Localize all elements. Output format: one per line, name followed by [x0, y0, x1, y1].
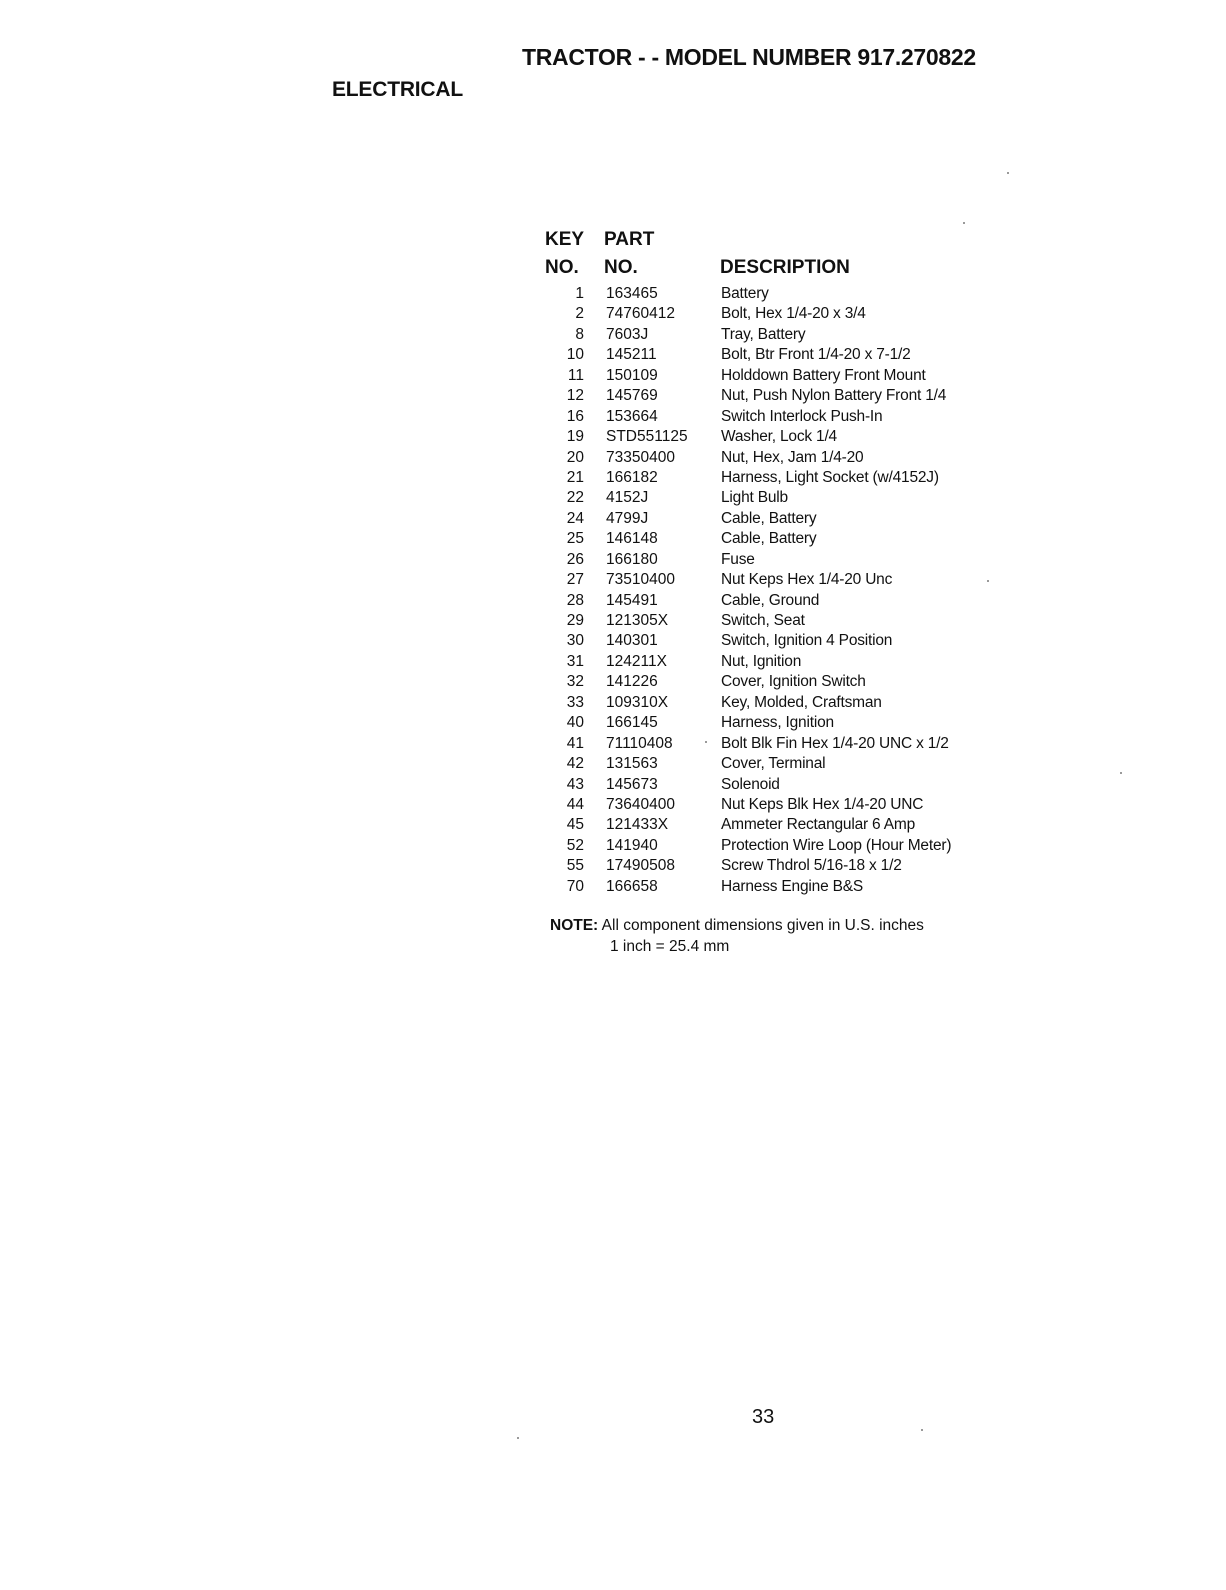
key-number: 25: [566, 530, 584, 548]
key-number: 44: [566, 795, 584, 813]
part-description: Battery: [721, 285, 769, 302]
key-number: 41: [566, 734, 584, 752]
part-number: 166180: [606, 550, 658, 568]
part-description: Holddown Battery Front Mount: [721, 366, 926, 384]
part-number: 153664: [606, 407, 658, 425]
parts-row: [540, 877, 1020, 897]
part-number: 166658: [606, 877, 658, 895]
key-number: 70: [566, 877, 584, 895]
part-description: Light Bulb: [721, 489, 788, 507]
parts-row: [540, 325, 1020, 345]
key-column-header-line1: KEY: [545, 229, 585, 250]
part-description: Protection Wire Loop (Hour Meter): [721, 836, 952, 854]
section-heading: ELECTRICAL: [332, 78, 463, 101]
scan-speck: [1007, 172, 1009, 174]
note-line1: All component dimensions given in U.S. inches: [601, 917, 924, 934]
scan-speck: [705, 741, 707, 743]
parts-row: [540, 713, 1020, 733]
part-description: Cover, Ignition Switch: [721, 673, 866, 691]
part-number: 163465: [606, 285, 658, 302]
parts-row: [540, 284, 1020, 304]
parts-row: [540, 407, 1020, 427]
page-number: 33: [752, 1406, 775, 1428]
key-number: 55: [566, 857, 584, 875]
page-title: TRACTOR - - MODEL NUMBER 917.270822: [522, 44, 976, 70]
part-description: Switch, Ignition 4 Position: [721, 632, 893, 650]
part-description: Key, Molded, Craftsman: [721, 693, 882, 711]
part-number: 166145: [606, 714, 658, 732]
part-description: Harness Engine B&S: [721, 877, 864, 895]
part-description: Nut Keps Hex 1/4-20 Unc: [721, 571, 893, 589]
key-number: 8: [575, 325, 584, 343]
scan-speck: [1120, 772, 1122, 774]
part-number: 73350400: [606, 448, 675, 466]
parts-row: [540, 550, 1020, 570]
part-description: Bolt Blk Fin Hex 1/4-20 UNC x 1/2: [721, 734, 949, 752]
parts-row: [540, 304, 1020, 324]
part-description: Nut Keps Blk Hex 1/4-20 UNC: [721, 795, 924, 813]
part-description: Harness, Ignition: [721, 714, 834, 732]
part-number: 166182: [606, 468, 658, 486]
part-description: Cover, Terminal: [721, 755, 826, 773]
part-description: Nut, Hex, Jam 1/4-20: [721, 448, 864, 466]
part-number: 146148: [606, 530, 658, 548]
parts-row: [540, 836, 1020, 856]
note: [550, 915, 924, 957]
part-number: 74760412: [606, 305, 675, 323]
part-number: 73640400: [606, 795, 675, 813]
parts-row: [540, 631, 1020, 651]
parts-row: [540, 611, 1020, 631]
key-number: 29: [566, 612, 584, 629]
part-number: 145491: [606, 591, 658, 609]
scan-speck: [987, 580, 989, 582]
part-number: 73510400: [606, 571, 675, 589]
parts-row: [540, 488, 1020, 508]
part-description: Bolt, Btr Front 1/4-20 x 7-1/2: [721, 346, 911, 364]
key-column-header-line2: NO.: [545, 257, 579, 278]
key-number: 33: [566, 693, 584, 711]
part-description: Tray, Battery: [721, 325, 806, 343]
key-number: 26: [566, 550, 584, 568]
key-number: 27: [566, 571, 584, 589]
key-number: 30: [566, 632, 584, 650]
part-description: Ammeter Rectangular 6 Amp: [721, 816, 916, 834]
part-number: 71110408: [606, 734, 673, 752]
key-number: 21: [566, 468, 584, 486]
parts-row: [540, 775, 1020, 795]
part-number: 121433X: [606, 816, 669, 834]
part-description: Bolt, Hex 1/4-20 x 3/4: [721, 305, 866, 323]
key-number: 52: [566, 836, 584, 854]
part-number: 145211: [606, 346, 657, 364]
part-number: 150109: [606, 366, 658, 384]
note-line2: 1 inch = 25.4 mm: [610, 938, 730, 955]
key-number: 40: [566, 714, 584, 732]
scan-speck: [517, 1437, 519, 1439]
part-number: 141940: [606, 836, 658, 854]
key-number: 31: [566, 652, 584, 670]
key-number: 42: [566, 755, 584, 773]
part-description: Nut, Push Nylon Battery Front 1/4: [721, 387, 947, 405]
key-number: 20: [566, 448, 584, 466]
scan-speck: [963, 222, 965, 224]
parts-row: [540, 652, 1020, 672]
part-description: Screw Thdrol 5/16-18 x 1/2: [721, 857, 902, 875]
key-number: 43: [566, 775, 584, 793]
part-description: Nut, Ignition: [721, 652, 802, 670]
key-number: 45: [566, 816, 584, 834]
part-column-header-line1: PART: [604, 229, 655, 250]
part-number: 145673: [606, 775, 658, 793]
part-number: 124211X: [606, 652, 667, 670]
part-number: 7603J: [606, 325, 649, 343]
part-number: 140301: [606, 632, 658, 650]
part-description: Solenoid: [721, 775, 780, 793]
parts-row: [540, 734, 1020, 754]
parts-row: [540, 815, 1020, 835]
parts-row: [540, 427, 1020, 447]
part-number: STD551125: [606, 428, 688, 446]
part-description: Cable, Battery: [721, 509, 817, 527]
part-description: Cable, Battery: [721, 530, 817, 548]
part-number: 141226: [606, 673, 658, 691]
parts-row: [540, 591, 1020, 611]
key-number: 1: [575, 285, 584, 302]
parts-row: [540, 754, 1020, 774]
key-number: 10: [566, 346, 584, 364]
part-column-header-line2: NO.: [604, 257, 638, 278]
key-number: 16: [566, 407, 584, 425]
part-number: 17490508: [606, 857, 675, 875]
key-number: 22: [566, 489, 584, 507]
part-description: Washer, Lock 1/4: [721, 428, 837, 446]
part-number: 131563: [606, 755, 658, 773]
key-number: 24: [566, 509, 584, 527]
parts-row: [540, 366, 1020, 386]
parts-row: [540, 795, 1020, 815]
part-description: Harness, Light Socket (w/4152J): [721, 468, 939, 486]
part-number: 121305X: [606, 612, 669, 629]
parts-row: [540, 345, 1020, 365]
key-number: 19: [566, 428, 584, 446]
parts-row: [540, 468, 1020, 488]
parts-row: [540, 672, 1020, 692]
parts-row: [540, 570, 1020, 590]
parts-row: [540, 856, 1020, 876]
parts-row: [540, 693, 1020, 713]
parts-list: [540, 284, 1020, 897]
parts-row: [540, 386, 1020, 406]
key-number: 32: [566, 673, 584, 691]
parts-row: [540, 509, 1020, 529]
part-number: 4799J: [606, 509, 649, 527]
part-number: 145769: [606, 387, 658, 405]
key-number: 28: [566, 591, 584, 609]
key-number: 11: [567, 366, 584, 384]
part-description: Cable, Ground: [721, 591, 820, 609]
part-description: Switch, Seat: [721, 612, 805, 629]
note-label: NOTE:: [550, 917, 599, 934]
parts-row: [540, 529, 1020, 549]
parts-row: [540, 448, 1020, 468]
scan-speck: [921, 1429, 923, 1431]
part-number: 109310X: [606, 693, 669, 711]
part-description: Fuse: [721, 550, 755, 568]
part-number: 4152J: [606, 489, 649, 507]
part-description: Switch Interlock Push-In: [721, 407, 883, 425]
description-column-header: DESCRIPTION: [720, 257, 850, 278]
key-number: 2: [575, 305, 584, 323]
key-number: 12: [566, 387, 584, 405]
